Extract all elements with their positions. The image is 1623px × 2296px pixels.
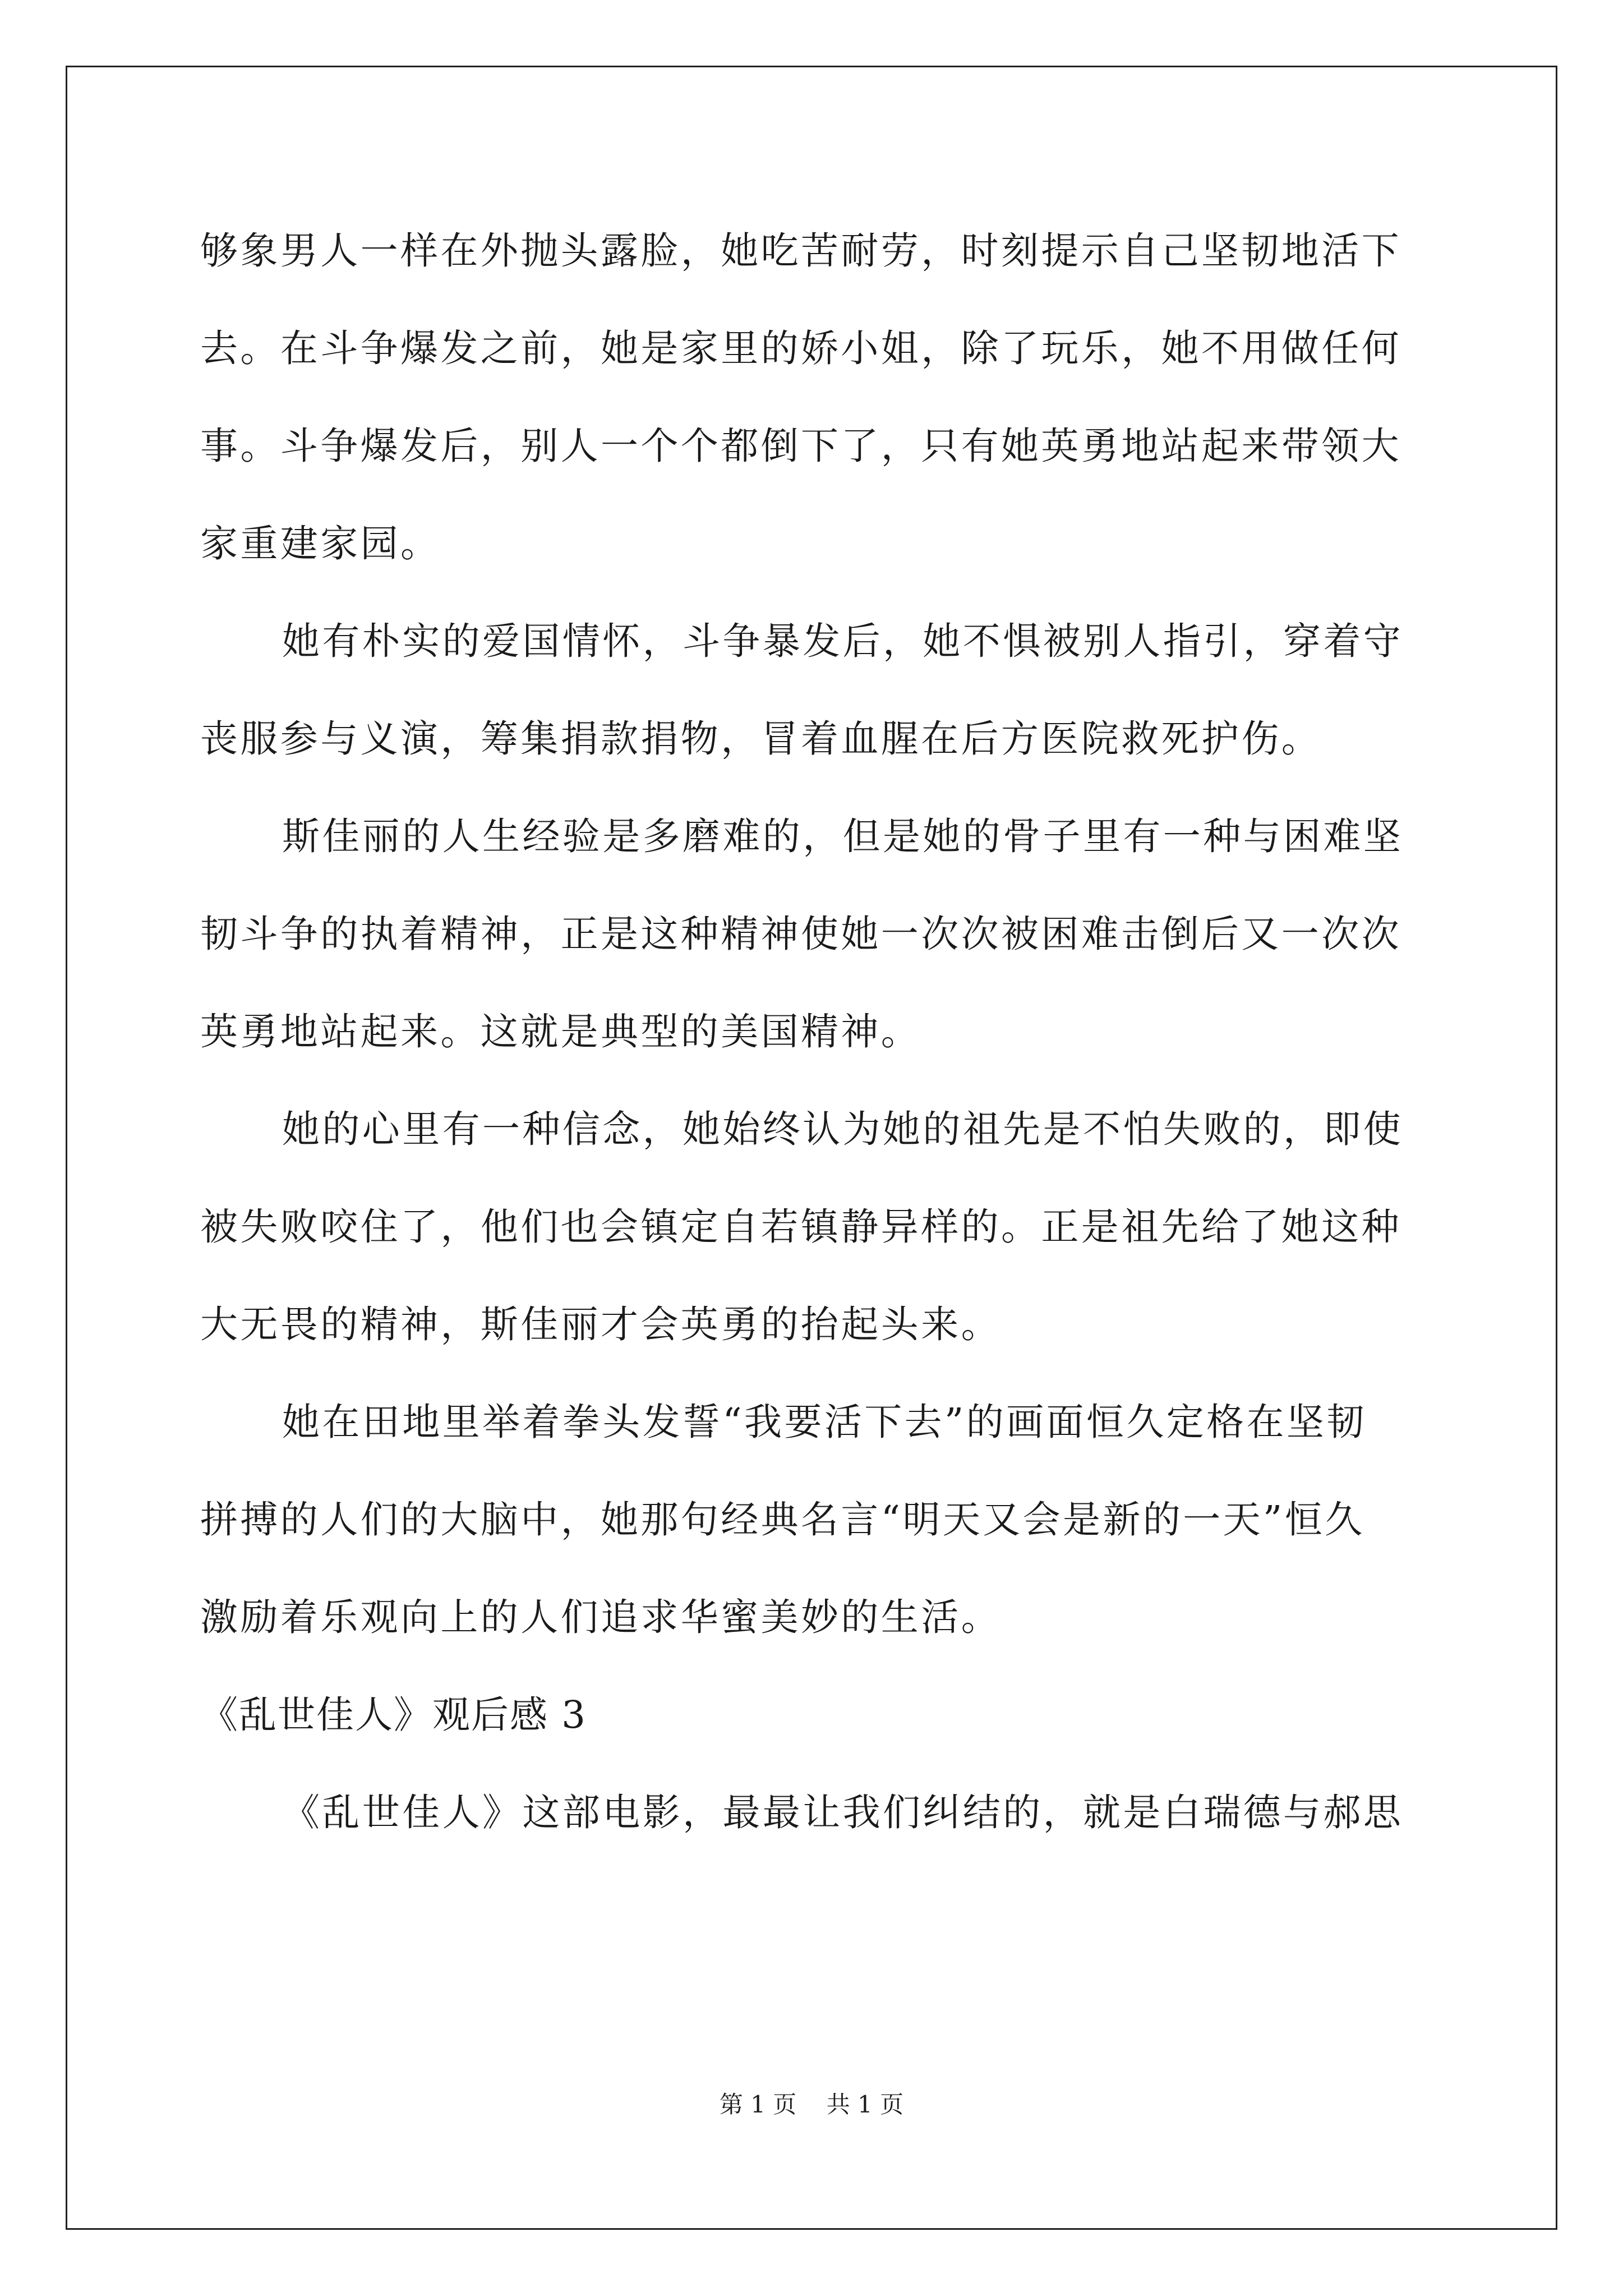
paragraph-start-line: 《乱世佳人》这部电影，最最让我们纠结的，就是白瑞德与郝思 [282, 1791, 1404, 1834]
text-line: 够象男人一样在外抛头露脸，她吃苦耐劳，时刻提示自己坚韧地活下 [200, 229, 1401, 273]
text-line: 韧斗争的执着精神，正是这种精神使她一次次被困难击倒后又一次次 [200, 912, 1401, 956]
text-line: 事。斗争爆发后，别人一个个都倒下了，只有她英勇地站起来带领大 [200, 424, 1401, 468]
document-body [200, 209, 1428, 1868]
paragraph-start-line: 她的心里有一种信念，她始终认为她的祖先是不怕失败的，即使 [282, 1107, 1404, 1151]
text-line: 激励着乐观向上的人们追求华蜜美妙的生活。 [200, 1595, 1001, 1639]
section-heading: 《乱世佳人》观后感 3 [200, 1693, 587, 1737]
text-line: 拼搏的人们的大脑中，她那句经典名言“明天又会是新的一天”恒久 [200, 1498, 1365, 1542]
text-line: 丧服参与义演，筹集捐款捐物，冒着血腥在后方医院救死护伤。 [200, 717, 1322, 761]
paragraph-start-line: 她有朴实的爱国情怀，斗争暴发后，她不惧被别人指引，穿着守 [282, 619, 1404, 663]
paragraph-start-line: 她在田地里举着拳头发誓“我要活下去”的画面恒久定格在坚韧 [282, 1400, 1367, 1444]
text-line: 去。在斗争爆发之前，她是家里的娇小姐，除了玩乐，她不用做任何 [200, 326, 1401, 370]
text-line: 英勇地站起来。这就是典型的美国精神。 [200, 1010, 921, 1053]
paragraph-start-line: 斯佳丽的人生经验是多磨难的，但是她的骨子里有一种与困难坚 [282, 815, 1404, 858]
text-line: 家重建家园。 [200, 522, 441, 565]
text-line: 被失败咬住了，他们也会镇定自若镇静异样的。正是祖先给了她这种 [200, 1205, 1401, 1249]
text-line: 大无畏的精神，斯佳丽才会英勇的抬起头来。 [200, 1303, 1001, 1346]
page-footer: 第 1 页 共 1 页 [719, 2091, 904, 2118]
